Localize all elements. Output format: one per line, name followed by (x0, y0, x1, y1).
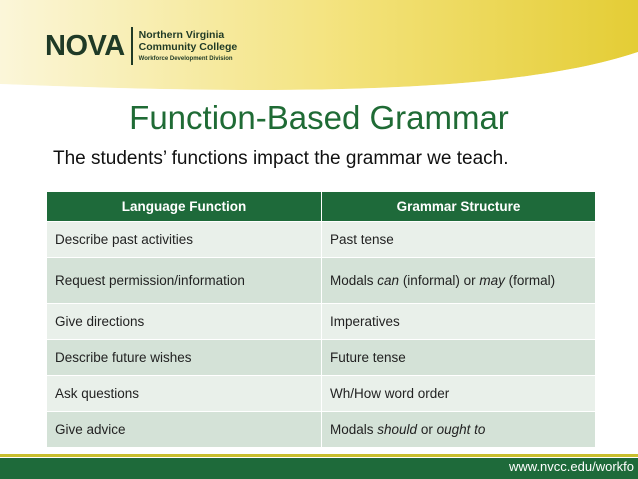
logo-line-1: Northern Virginia (138, 29, 225, 41)
structure-text: Wh/How word order (330, 386, 450, 401)
structure-italic-term: can (377, 273, 400, 288)
structure-text: Future tense (330, 350, 406, 365)
cell-grammar-structure (322, 340, 596, 376)
cell-grammar-structure (322, 412, 596, 448)
table-row (47, 412, 596, 448)
logo-line-2: Community College (138, 41, 238, 53)
logo-divider (131, 27, 133, 65)
cell-language-function: Give advice (47, 412, 322, 448)
nova-logo (45, 25, 237, 67)
structure-italic-term: should (377, 422, 418, 437)
table-body (47, 222, 596, 448)
cell-language-function: Give directions (47, 304, 322, 340)
cell-grammar-structure (322, 222, 596, 258)
grammar-table (46, 191, 596, 448)
table-row (47, 376, 596, 412)
footer-url[interactable]: www.nvcc.edu/workfo (509, 459, 634, 474)
structure-text: or (417, 422, 437, 437)
slide-title: Function-Based Grammar (129, 99, 509, 136)
structure-italic-term: may (479, 273, 505, 288)
table-header-row (47, 192, 596, 222)
structure-text: Imperatives (330, 314, 400, 329)
slide-subtitle: The students’ functions impact the grammar we teach. (53, 148, 509, 169)
structure-text: Modals (330, 422, 378, 437)
table-row (47, 258, 596, 304)
table-row (47, 222, 596, 258)
logo-wordmark: NOVA (45, 29, 125, 62)
table-row (47, 304, 596, 340)
cell-grammar-structure (322, 258, 596, 304)
cell-grammar-structure (322, 304, 596, 340)
cell-language-function: Ask questions (47, 376, 322, 412)
cell-language-function: Describe past activities (47, 222, 322, 258)
logo-text (139, 29, 238, 63)
footer-stripe (0, 454, 638, 457)
cell-language-function: Describe future wishes (47, 340, 322, 376)
cell-language-function: Request permission/information (47, 258, 322, 304)
structure-text: Past tense (330, 232, 394, 247)
structure-italic-term: ought to (436, 422, 486, 437)
header-grammar-structure: Grammar Structure (322, 192, 596, 222)
logo-line-3: Workforce Development Division (138, 56, 233, 62)
header-language-function: Language Function (47, 192, 322, 222)
table-row (47, 340, 596, 376)
cell-grammar-structure (322, 376, 596, 412)
structure-text: Modals (330, 273, 378, 288)
structure-text: (informal) or (399, 273, 480, 288)
structure-text: (formal) (504, 273, 556, 288)
